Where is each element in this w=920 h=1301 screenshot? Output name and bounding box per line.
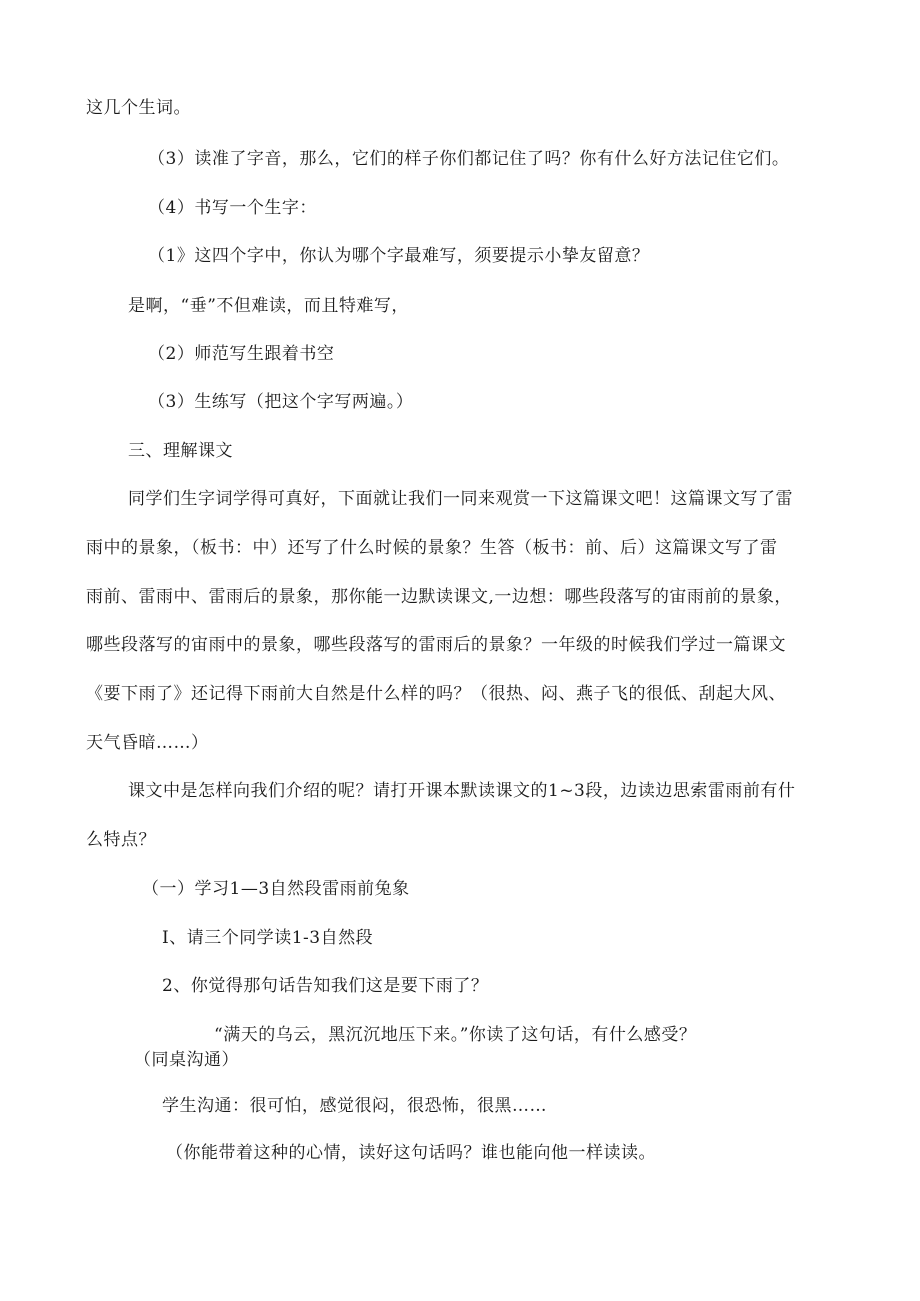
text-line: （2）师范写生跟着书空 [148,344,335,364]
text-line: 课文中是怎样向我们介绍的呢？请打开课本默读课文的1~3段，边读边思索雷雨前有什 [128,781,796,801]
text-line: 雨中的景象，（板书：中）还写了什么时候的景象？生答（板书：前、后）这篇课文写了雷 [86,538,778,558]
quote-line: “满天的乌云，黑沉沉地压下来。”你读了这句话，有什么感受？ [214,1025,697,1045]
text-line: （同桌沟通） [134,1050,239,1070]
text-line: 是啊，“垂”不但难读，而且特难写， [128,296,409,316]
text-line: 学生沟通：很可怕，感觉很闷，很恐怖，很黑…… [162,1096,547,1116]
text-line: （3）生练写（把这个字写两遍。） [148,392,414,412]
text-line: 雨前、雷雨中、雷雨后的景象，那你能一边默读课文,一边想：哪些段落写的宙雨前的景象， [86,587,792,607]
text-line: 哪些段落写的宙雨中的景象，哪些段落写的雷雨后的景象？一年级的时候我们学过一篇课文 [86,635,786,655]
section-heading: 三、理解课文 [128,441,233,461]
text-line: （1》这四个字中，你认为哪个字最难写，须要提示小挚友留意？ [148,246,650,266]
text-line: （你能带着这种的心情，读好这句话吗？谁也能向他一样读读。 [166,1143,656,1163]
text-line: 《要下雨了》还记得下雨前大自然是什么样的吗？（很热、闷、燕子飞的很低、刮起大风、 [86,684,786,704]
text-line: （4）书写一个生字： [148,198,317,218]
subsection-heading: （一）学习1—3自然段雷雨前兔象 [142,879,410,899]
list-item: I、请三个同学读1-3自然段 [162,928,374,948]
list-item: 2、你觉得那句话告知我们这是要下雨了？ [162,976,489,996]
text-line: 这几个生词。 [86,98,191,118]
text-line: 么特点？ [86,830,156,850]
text-line: 同学们生字词学得可真好，下面就让我们一同来观赏一下这篇课文吧！这篇课文写了雷 [128,489,793,509]
text-line: 天气昏暗……） [86,733,209,753]
text-line: （3）读准了字音，那么，它们的样子你们都记住了吗？你有什么好方法记住它们。 [148,149,790,169]
